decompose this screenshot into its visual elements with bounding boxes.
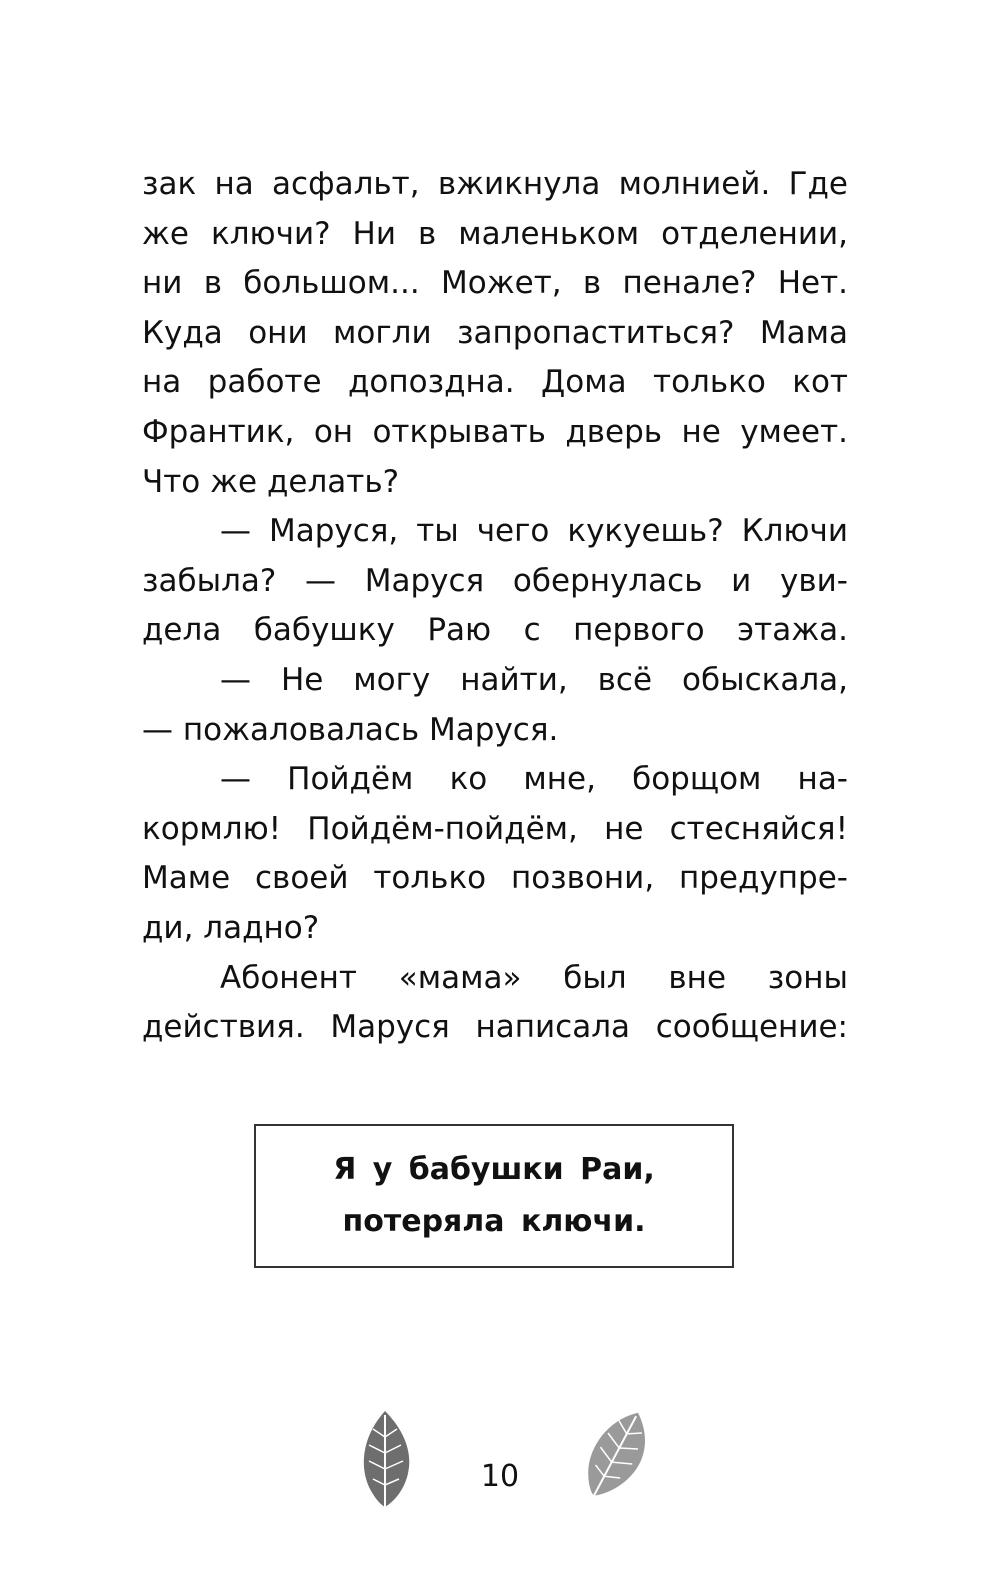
text-line: — Пойдём ко мне, борщом на-	[220, 761, 848, 798]
text-line: — Не могу найти, всё обыскала,	[220, 661, 848, 698]
text-line: зак на асфальт, вжикнула молнией. Где	[142, 166, 848, 202]
text-line: же ключи? Ни в маленьком отделении,	[142, 215, 848, 252]
message-box	[254, 1124, 734, 1268]
text-line: — Маруся, ты чего кукуешь? Ключи	[220, 513, 848, 550]
page-footer	[0, 1395, 1000, 1573]
body-text	[142, 160, 848, 1053]
text-line: Абонент «мама» был вне зоны	[220, 959, 848, 996]
text-line: ни в большом... Может, в пенале? Нет.	[142, 265, 848, 302]
text-line: забыла? — Маруся обернулась и уви-	[142, 562, 848, 599]
text-line: дела бабушку Раю с первого этажа.	[142, 612, 848, 649]
text-line: Куда они могли запропаститься? Мама	[142, 314, 848, 351]
leaf-icon	[345, 1407, 425, 1521]
message-line-1: Я у бабушки Раи,	[333, 1152, 655, 1187]
text-line: кормлю! Пойдём-пойдём, не стесняйся!	[142, 810, 848, 847]
text-line: на работе допоздна. Дома только кот	[142, 364, 848, 401]
text-line: действия. Маруся написала сообщение:	[142, 1009, 848, 1046]
leaf-left-shape	[364, 1411, 409, 1515]
leaf-icon	[570, 1401, 660, 1515]
page-number: 10	[480, 1459, 520, 1494]
text-line: ди, ладно?	[142, 909, 320, 946]
text-line: Что же делать?	[142, 463, 400, 500]
text-line: Франтик, он открывать дверь не умеет.	[142, 413, 848, 450]
text-line: Маме своей только позвони, предупре-	[142, 860, 848, 897]
text-line: — пожаловалась Маруся.	[142, 711, 559, 748]
leaf-right-shape	[571, 1402, 660, 1511]
message-line-2: потеряла ключи.	[342, 1204, 646, 1239]
